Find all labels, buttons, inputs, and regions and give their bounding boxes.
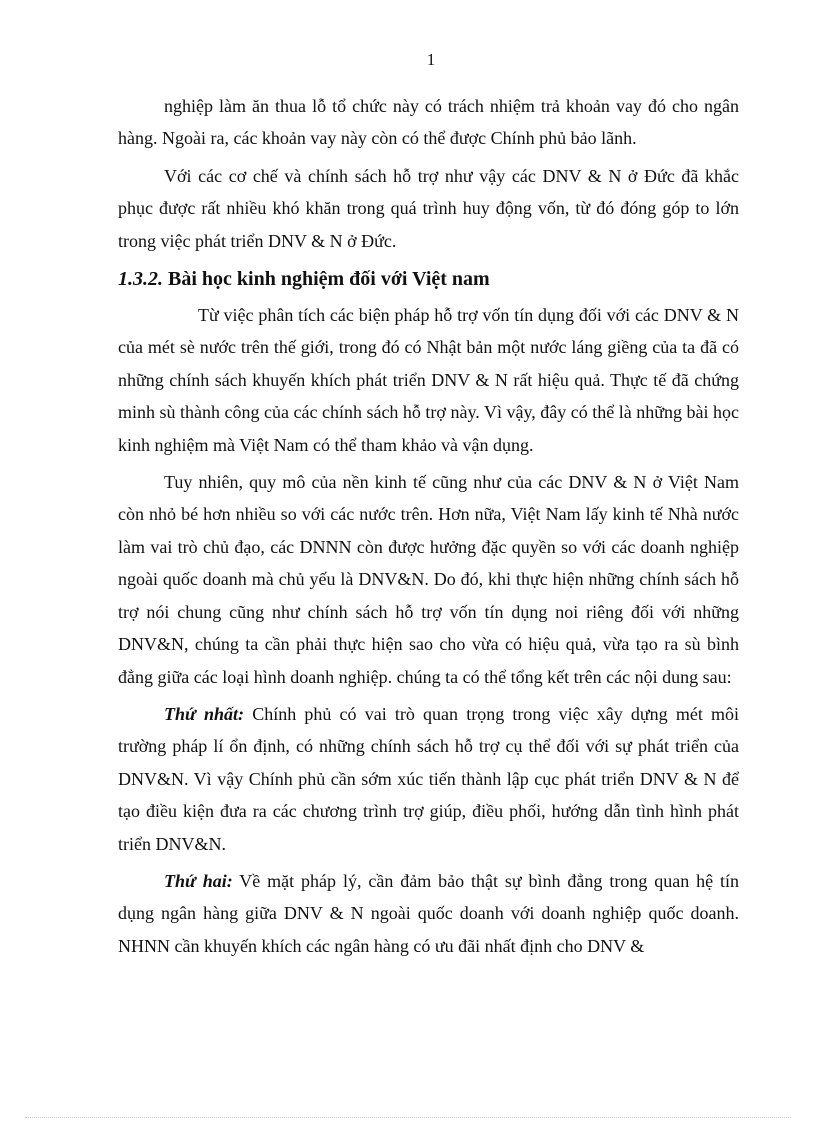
page-number: 1 [426, 50, 436, 69]
paragraph-5-lead: Thứ nhất: [164, 703, 244, 724]
section-heading [118, 263, 739, 295]
heading-number: 1.3.2. [118, 268, 163, 291]
paragraph-6-lead: Thứ hai: [164, 870, 233, 891]
paragraph-6 [118, 865, 739, 962]
paragraph-2: Với các cơ chế và chính sách hỗ trợ như vậy các DNV & N ở Đức đã khắc phục được rất nhiều khó khăn trong quá trình huy động vốn, từ đó đóng góp to lớn trong việc phát triển DNV & N ở Đức. [118, 165, 739, 251]
paragraph-4: Tuy nhiên, quy mô của nền kinh tế cũng như của các DNV & N ở Việt Nam còn nhỏ bé hơn nhiều so với các nước trên. Hơn nữa, Việt Nam lấy kinh tế Nhà nước làm vai trò chủ đạo, các DNNN còn được hưởng đặc quyền so với các doanh nghiệp ngoài quốc doanh mà chủ yếu là DNV&N. Do đó, khi thực hiện những chính sách hỗ trợ nói chung cũng như chính sách hỗ trợ vốn tín dụng noi riêng đối với những DNV&N, chúng ta cần phải thực hiện sao cho vừa có hiệu quả, vừa tạo ra sù bình đẳng giữa các loại hình doanh nghiệp. chúng ta có thể tổng kết trên các nội dung sau: [118, 472, 739, 687]
page-bottom-rule [25, 1117, 791, 1118]
paragraph-3: Từ việc phân tích các biện pháp hỗ trợ vốn tín dụng đối với các DNV & N của mét sè nước trên thế giới, trong đó có Nhật bản một nước láng giềng của ta đã có những chính sách khuyến khích phát triển DNV & N rất hiệu quả. Thực tế đã chứng minh sù thành công của các chính sách hỗ trợ này. Vì vậy, đây có thể là những bài học kinh nghiệm mà Việt Nam có thể tham khảo và vận dụng. [118, 305, 739, 455]
heading-title: Bài học kinh nghiệm đối với Việt nam [168, 268, 490, 291]
paragraph-6-text: Về mặt pháp lý, cần đảm bảo thật sự bình đẳng trong quan hệ tín dụng ngân hàng giữa DNV & N ngoài quốc doanh với doanh nghiệp quốc doanh. NHNN cần khuyến khích các ngân hàng có ưu đãi nhất định cho DNV & [118, 870, 739, 956]
document-body [118, 90, 739, 962]
paragraph-5 [118, 698, 739, 860]
paragraph-1: nghiệp làm ăn thua lỗ tổ chức này có trách nhiệm trả khoản vay đó cho ngân hàng. Ngoài ra, các khoản vay này còn có thể được Chính phủ bảo lãnh. [118, 96, 739, 149]
paragraph-5-text: Chính phủ có vai trò quan trọng trong việc xây dựng mét môi trường pháp lí ổn định, có những chính sách hỗ trợ cụ thể đối với sự phát triển của DNV&N. Vì vậy Chính phủ cần sớm xúc tiến thành lập cục phát triển DNV & N để tạo điều kiện đưa ra các chương trình trợ giúp, điều phối, hướng dẫn tình hình phát triển DNV&N. [118, 703, 740, 854]
